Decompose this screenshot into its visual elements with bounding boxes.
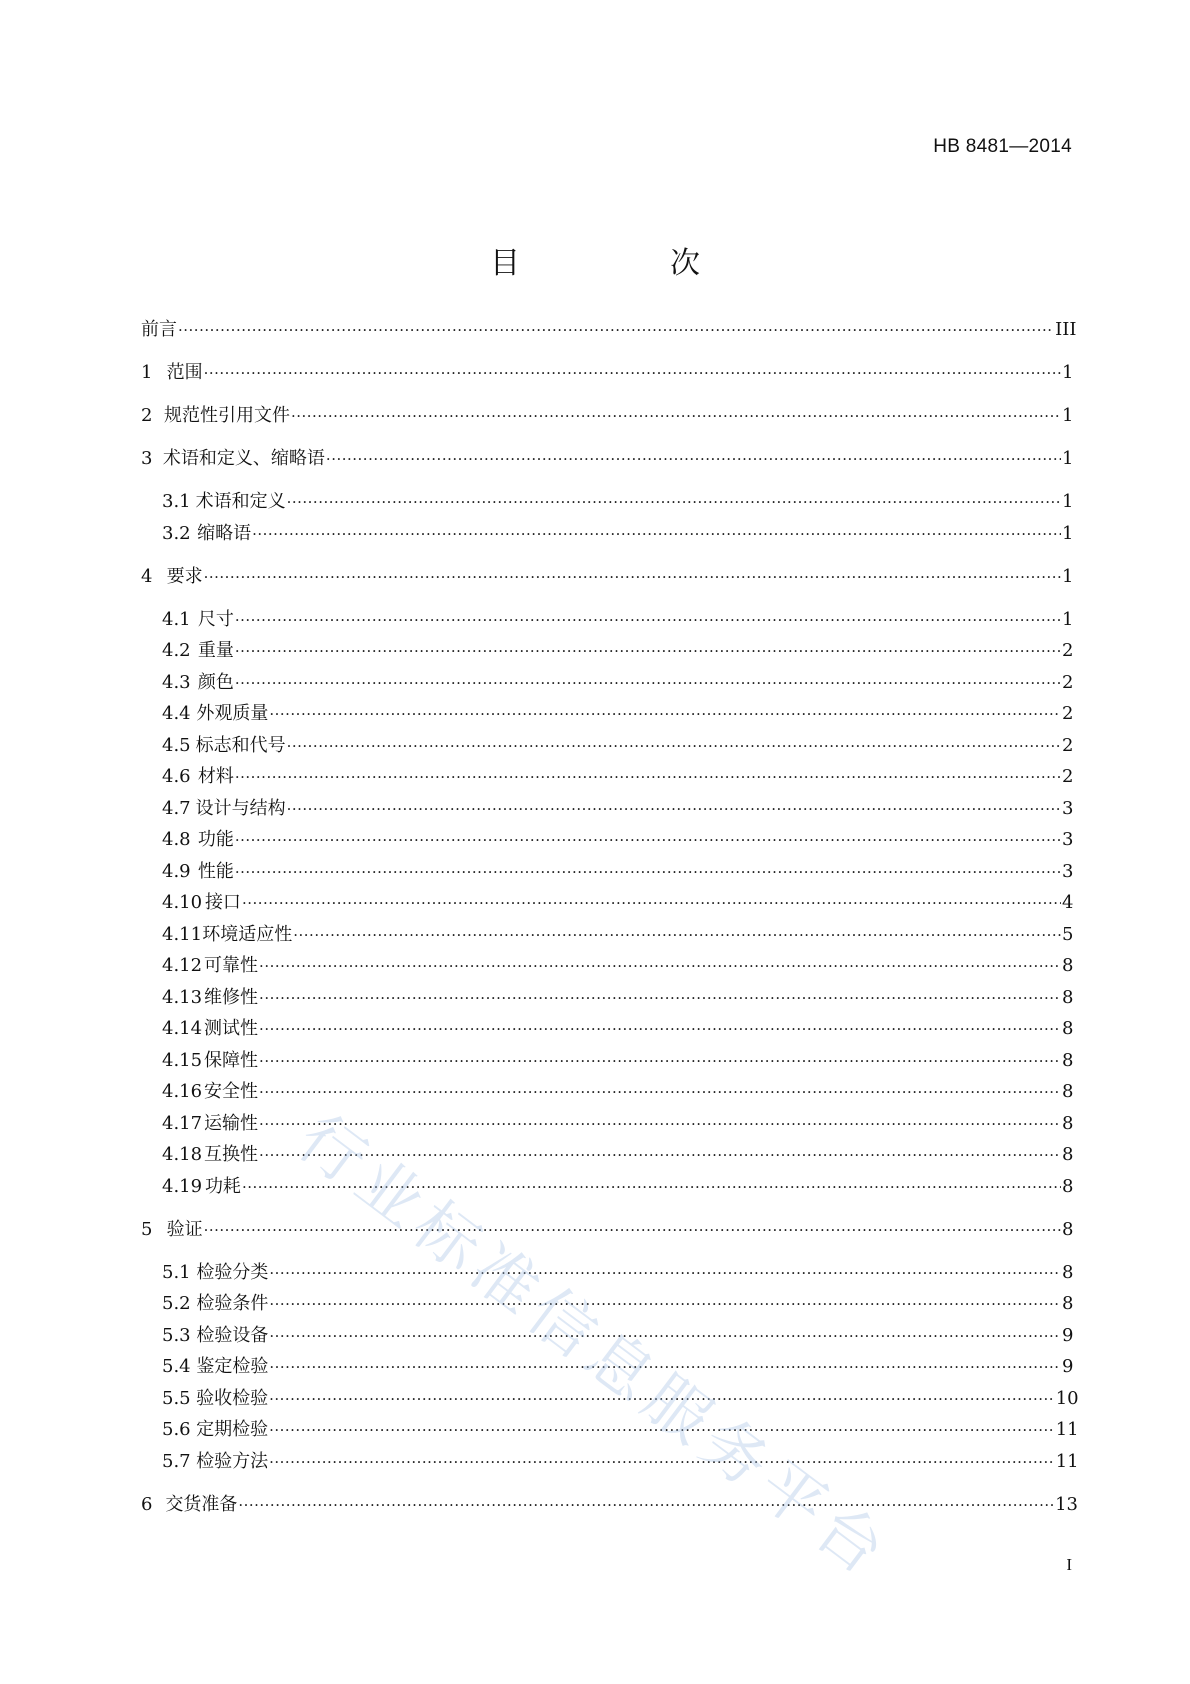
- standard-code: HB 8481—2014: [933, 136, 1072, 157]
- toc-entry-page: 8: [1062, 1049, 1074, 1071]
- toc-entry-number: 1: [141, 362, 153, 383]
- toc-entry[interactable]: [141, 1493, 1079, 1517]
- dot-leader: [287, 490, 1061, 514]
- dot-leader: [204, 1218, 1061, 1242]
- toc-entry-number: 5.3: [162, 1324, 191, 1346]
- toc-entry-title: 材料: [197, 766, 234, 787]
- toc-entry-page: 8: [1062, 1218, 1074, 1240]
- toc-entry[interactable]: [162, 608, 1072, 632]
- toc-entry-number: 4.12: [162, 955, 203, 976]
- toc-entry[interactable]: [162, 1143, 1072, 1167]
- dot-leader: [235, 765, 1061, 789]
- toc-entry-number: 6: [141, 1493, 153, 1515]
- toc-entry-title: 术语和定义: [195, 491, 286, 512]
- toc-entry-page: 1: [1062, 405, 1074, 426]
- toc-entry-title: 重量: [197, 640, 234, 661]
- toc-entry-number: 3.1: [162, 491, 191, 512]
- dot-leader: [269, 1450, 1055, 1474]
- toc-entry-page: 8: [1062, 986, 1074, 1008]
- page-title: 目 次: [490, 246, 760, 281]
- dot-leader: [293, 923, 1061, 947]
- dot-leader: [291, 404, 1061, 428]
- toc-entry-number: 4.7: [162, 797, 191, 819]
- toc-entry-page: 8: [1062, 1175, 1074, 1197]
- toc-entry[interactable]: [141, 1218, 1072, 1242]
- toc-entry-page: 1: [1062, 608, 1074, 630]
- toc-entry[interactable]: [141, 404, 1072, 428]
- toc-entry-number: 5.1: [162, 1261, 191, 1283]
- toc-entry-title: 范围: [166, 362, 203, 383]
- toc-entry-number: 5.6: [162, 1419, 191, 1440]
- toc-entry-number: 4.9: [162, 860, 191, 882]
- toc-entry-number: 4.17: [162, 1112, 203, 1134]
- toc-entry-title: 检验条件: [196, 1293, 269, 1314]
- toc-entry-title: 可靠性: [204, 955, 259, 976]
- toc-entry-title: 外观质量: [196, 703, 269, 724]
- dot-leader: [269, 1292, 1061, 1316]
- toc-entry-number: 4.16: [162, 1081, 203, 1102]
- toc-entry-title: 接口: [204, 892, 241, 913]
- toc-entry[interactable]: [162, 1292, 1072, 1316]
- dot-leader: [235, 671, 1061, 695]
- toc-entry-page: 2: [1062, 766, 1074, 787]
- dot-leader: [269, 1418, 1055, 1442]
- dot-leader: [242, 891, 1061, 915]
- toc-entry-number: 4: [141, 565, 153, 587]
- toc-entry[interactable]: [162, 1175, 1072, 1199]
- toc-entry-title: 验证: [166, 1218, 203, 1240]
- toc-entry-title: 性能: [197, 860, 234, 882]
- toc-entry-page: 2: [1062, 640, 1074, 661]
- dot-leader: [242, 1175, 1061, 1199]
- toc-entry-number: 4.11: [162, 923, 203, 945]
- toc-entry-title: 交货准备: [165, 1493, 238, 1515]
- toc-entry-page: 4: [1062, 892, 1074, 913]
- toc-entry-number: 4.3: [162, 671, 191, 693]
- toc-entry[interactable]: [162, 891, 1072, 915]
- toc-entry[interactable]: [162, 1080, 1072, 1104]
- toc-entry-title: 功能: [197, 829, 234, 850]
- toc-entry-page: 13: [1055, 1493, 1079, 1515]
- toc-entry-number: 4.4: [162, 703, 191, 724]
- toc-entry-number: 4.1: [162, 608, 191, 630]
- toc-entry-title: 要求: [166, 565, 203, 587]
- toc-entry-number: 5.4: [162, 1356, 191, 1377]
- toc-entry[interactable]: [141, 565, 1072, 589]
- toc-entry-page: 1: [1062, 362, 1074, 383]
- dot-leader: [259, 954, 1061, 978]
- dot-leader: [235, 860, 1061, 884]
- toc-entry-title: 测试性: [204, 1018, 259, 1039]
- toc-entry-page: 8: [1062, 1293, 1074, 1314]
- toc-entry-number: 3: [141, 448, 153, 469]
- toc-entry-title: 缩略语: [197, 522, 252, 544]
- toc-entry-page: 8: [1062, 955, 1074, 976]
- toc-entry[interactable]: [162, 1049, 1072, 1073]
- watermark: 行业标准信息服务平台: [284, 1101, 904, 1594]
- dot-leader: [238, 1493, 1054, 1517]
- toc-entry[interactable]: [162, 1324, 1072, 1348]
- toc-entry-number: 5: [141, 1218, 153, 1240]
- dot-leader: [269, 1355, 1061, 1379]
- toc-entry[interactable]: [162, 797, 1072, 821]
- toc-entry-number: 5.2: [162, 1293, 191, 1314]
- toc-entry-title: 功耗: [204, 1175, 241, 1197]
- toc-entry-page: 1: [1062, 522, 1074, 544]
- toc-entry-number: 4.10: [162, 892, 203, 913]
- toc-entry[interactable]: [162, 1418, 1079, 1442]
- toc-entry-number: 4.2: [162, 640, 191, 661]
- toc-entry[interactable]: [162, 860, 1072, 884]
- dot-leader: [259, 1080, 1061, 1104]
- toc-entry-page: 9: [1062, 1324, 1074, 1346]
- toc-entry-page: 11: [1055, 1419, 1079, 1440]
- toc-entry[interactable]: [162, 828, 1072, 852]
- toc-entry-page: 3: [1062, 829, 1074, 850]
- toc-entry-number: 3.2: [162, 522, 191, 544]
- toc-entry-page: 8: [1062, 1112, 1074, 1134]
- toc-entry[interactable]: [162, 765, 1072, 789]
- toc-entry[interactable]: [141, 361, 1072, 385]
- toc-entry[interactable]: [162, 1112, 1072, 1136]
- toc-entry-page: 8: [1062, 1018, 1074, 1039]
- toc-entry[interactable]: [162, 986, 1072, 1010]
- toc-entry-title: 验收检验: [196, 1387, 269, 1409]
- toc-entry[interactable]: [162, 1387, 1079, 1411]
- toc-entry[interactable]: [162, 639, 1072, 663]
- dot-leader: [326, 447, 1061, 471]
- toc-entry-number: 5.7: [162, 1450, 191, 1472]
- dot-leader: [259, 1112, 1061, 1136]
- toc-entry-number: 4.8: [162, 829, 191, 850]
- toc-entry-title: 安全性: [204, 1081, 259, 1102]
- toc-entry-number: 4.14: [162, 1018, 203, 1039]
- toc-entry-page: 5: [1062, 923, 1074, 945]
- toc-entry-title: 定期检验: [196, 1419, 269, 1440]
- dot-leader: [287, 797, 1061, 821]
- dot-leader: [259, 986, 1061, 1010]
- toc-entry-number: 4.19: [162, 1175, 203, 1197]
- toc-entry[interactable]: [162, 954, 1072, 978]
- toc-entry[interactable]: [162, 1261, 1072, 1285]
- dot-leader: [259, 1017, 1061, 1041]
- toc-entry[interactable]: [162, 734, 1072, 758]
- toc-entry-title: 运输性: [204, 1112, 259, 1134]
- toc-entry[interactable]: [141, 447, 1072, 471]
- toc-entry-page: 10: [1055, 1387, 1079, 1409]
- toc-entry-page: 1: [1062, 565, 1074, 587]
- toc-entry-page: 8: [1062, 1144, 1074, 1165]
- toc-entry-title: 规范性引用文件: [163, 405, 290, 426]
- dot-leader: [235, 608, 1061, 632]
- toc-entry-page: 2: [1062, 703, 1074, 724]
- toc-entry[interactable]: [162, 1450, 1079, 1474]
- dot-leader: [269, 1324, 1061, 1348]
- toc-entry-title: 鉴定检验: [196, 1356, 269, 1377]
- dot-leader: [269, 1387, 1055, 1411]
- toc-entry[interactable]: [162, 1355, 1072, 1379]
- dot-leader: [204, 361, 1061, 385]
- toc-entry-number: 4.18: [162, 1144, 203, 1165]
- dot-leader: [287, 734, 1061, 758]
- toc-entry[interactable]: [162, 490, 1072, 514]
- dot-leader: [235, 639, 1061, 663]
- toc-entry-page: 3: [1062, 797, 1074, 819]
- dot-leader: [269, 1261, 1061, 1285]
- toc-entry-title: 颜色: [197, 671, 234, 693]
- toc-entry-page: 11: [1055, 1450, 1079, 1472]
- toc-entry-title: 保障性: [204, 1049, 259, 1071]
- toc-entry-title: 术语和定义、缩略语: [162, 448, 325, 469]
- toc-entry-title: 尺寸: [197, 608, 234, 630]
- dot-leader: [252, 522, 1061, 546]
- toc-entry-number: 2: [141, 405, 153, 426]
- toc-entry-number: 5.5: [162, 1387, 191, 1409]
- dot-leader: [204, 565, 1061, 589]
- toc-entry-page: 1: [1062, 448, 1074, 469]
- dot-leader: [269, 702, 1061, 726]
- toc-entry[interactable]: [162, 1017, 1072, 1041]
- toc-entry-number: 4.15: [162, 1049, 203, 1071]
- toc-entry[interactable]: [162, 702, 1072, 726]
- toc-entry-page: 1: [1062, 491, 1074, 512]
- toc-entry-page: III: [1055, 319, 1077, 340]
- toc-entry-page: 8: [1062, 1261, 1074, 1283]
- page-number: I: [1066, 1555, 1072, 1574]
- toc-entry-page: 2: [1062, 671, 1074, 693]
- toc-entry-title: 互换性: [204, 1144, 259, 1165]
- toc-entry-title: 检验方法: [196, 1450, 269, 1472]
- toc-entry-title: 设计与结构: [195, 797, 286, 819]
- toc-entry-title: 前言: [141, 319, 177, 340]
- toc-entry-page: 8: [1062, 1081, 1074, 1102]
- toc-entry[interactable]: [162, 522, 1072, 546]
- toc-entry-title: 标志和代号: [195, 734, 286, 756]
- dot-leader: [178, 318, 1054, 342]
- dot-leader: [259, 1049, 1061, 1073]
- toc-entry-title: 检验设备: [196, 1324, 269, 1346]
- toc-entry-title: 环境适应性: [202, 923, 293, 945]
- toc-entry-number: 4.13: [162, 986, 203, 1008]
- toc-entry-number: 4.5: [162, 734, 191, 756]
- toc-entry[interactable]: [162, 671, 1072, 695]
- dot-leader: [235, 828, 1061, 852]
- toc-entry-page: 3: [1062, 860, 1074, 882]
- toc-entry-page: 2: [1062, 734, 1074, 756]
- toc-entry-page: 9: [1062, 1356, 1074, 1377]
- toc-entry[interactable]: [162, 923, 1072, 947]
- dot-leader: [259, 1143, 1061, 1167]
- toc-entry-number: 4.6: [162, 766, 191, 787]
- toc-entry-title: 维修性: [204, 986, 259, 1008]
- toc-entry[interactable]: [141, 318, 1077, 342]
- toc-entry-title: 检验分类: [196, 1261, 269, 1283]
